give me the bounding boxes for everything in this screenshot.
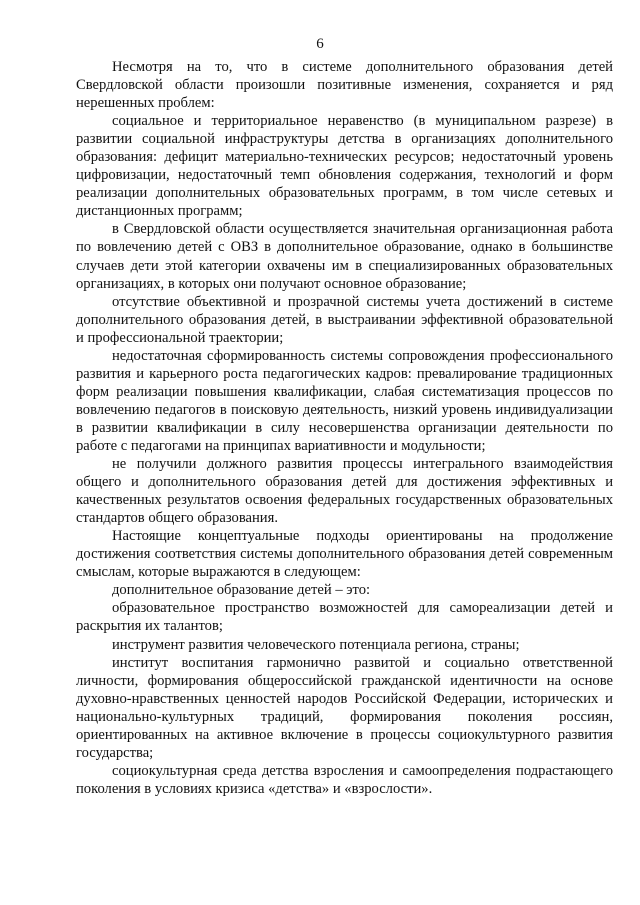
paragraph-problem-teachers: недостаточная сформированность системы сопровождения профессионального развития и карьерного роста педагогических кадров: превалирование традиционных форм реализации повышения квалификации, слабая систематизация процессов по вовлечению педагогов в поисковую деятельность, низкий уровень индивидуализации в развитии квалификации в силу несовершенства организации деятельности по работе с педагогами на принципах вариативности и модульности;	[76, 347, 613, 454]
paragraph-intro: Несмотря на то, что в системе дополнительного образования детей Свердловской области произошли позитивные изменения, сохраняется и ряд нерешенных проблем:	[76, 59, 613, 112]
page-number: 6	[316, 36, 324, 52]
paragraph-environment: социокультурная среда детства взросления и самоопределения подрастающего поколения в условиях кризиса «детства» и «взрослости».	[76, 762, 613, 797]
paragraph-space: образовательное пространство возможностей для самореализации детей и раскрытия их талантов;	[76, 600, 613, 635]
paragraph-problem-achievements: отсутствие объективной и прозрачной системы учета достижений в системе дополнительного образования детей, в выстраивании эффективной образовательной и профессиональной траектории;	[76, 293, 613, 346]
paragraph-definition: дополнительное образование детей – это:	[112, 582, 371, 599]
paragraph-approaches: Настоящие концептуальные подходы ориентированы на продолжение достижения соответствия системы дополнительного образования детей современным смыслам, которые выражаются в следующем:	[76, 528, 613, 581]
paragraph-institute: институт воспитания гармонично развитой и социально ответственной личности, формирования общероссийской гражданской идентичности на основе духовно-нравственных ценностей народов Российской Федерации, исторических и национально-культурных традиций, формирования поколения россиян, ориентированных на активное включение в процессы социокультурного развития государства;	[76, 654, 613, 761]
document-body	[76, 58, 613, 798]
paragraph-instrument: инструмент развития человеческого потенциала региона, страны;	[112, 636, 520, 653]
paragraph-problem-integration: не получили должного развития процессы интегрального взаимодействия общего и дополнительного образования детей для достижения эффективных и качественных результатов освоения федеральных государственных образовательных стандартов общего образования.	[76, 456, 613, 527]
paragraph-problem-inequality: социальное и территориальное неравенство (в муниципальном разрезе) в развитии социальной инфраструктуры детства в организациях дополнительного образования: дефицит материально-технических ресурсов; недостаточный уровень цифровизации, недостаточный темп обновления содержания, технологий и форм реализации дополнительных образовательных программ, в том числе сетевых и дистанционных программ;	[76, 113, 613, 220]
paragraph-problem-ovz: в Свердловской области осуществляется значительная организационная работа по вовлечению детей с ОВЗ в дополнительное образование, однако в большинстве случаев дети этой категории охвачены им в специализированных образовательных организациях, в которых они получают основное образование;	[76, 221, 613, 292]
